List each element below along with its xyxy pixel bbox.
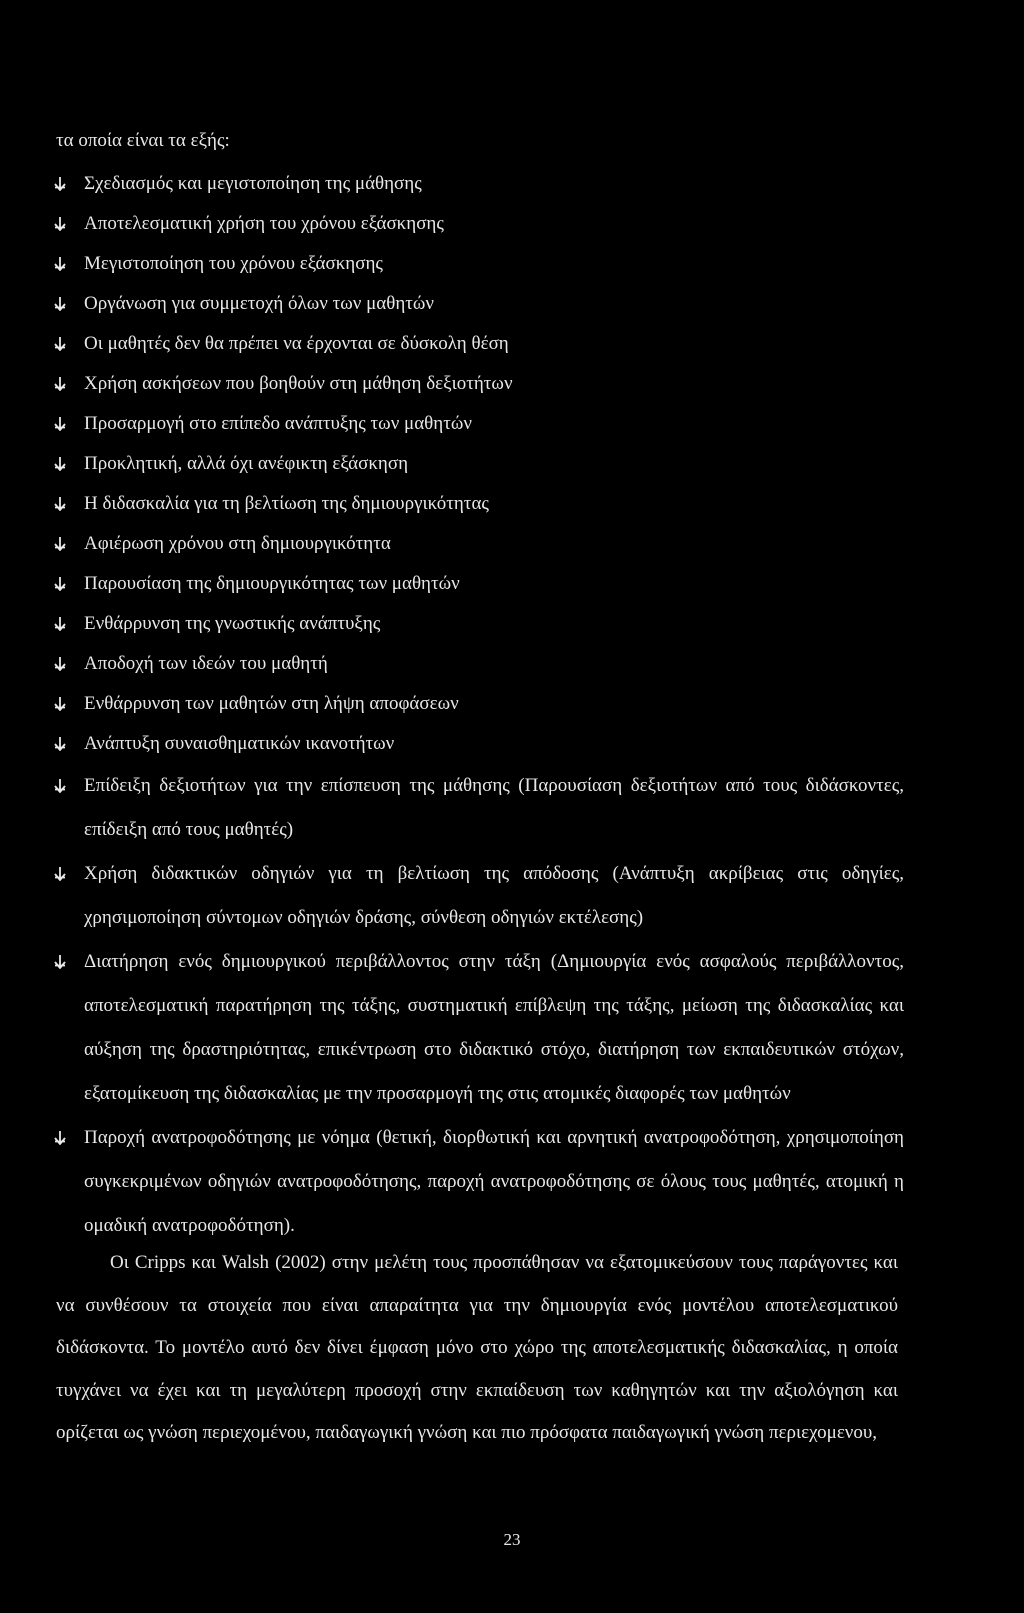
list-item (54, 564, 904, 604)
arrow-down-bullet-icon (54, 404, 68, 444)
list-item (54, 604, 904, 644)
list-item (54, 284, 904, 324)
bullet-list (54, 164, 904, 1248)
list-item-text: Αφιέρωση χρόνου στη δημιουργικότητα (84, 533, 391, 554)
list-item-text: Μεγιστοποίηση του χρόνου εξάσκησης (84, 253, 383, 274)
arrow-down-bullet-icon (54, 444, 68, 484)
list-item-text: Αποδοχή των ιδεών του μαθητή (84, 653, 328, 674)
arrow-down-bullet-icon (54, 764, 68, 808)
list-item-text: Ενθάρρυνση των μαθητών στη λήψη αποφάσεων (84, 693, 459, 714)
list-item-text: Παροχή ανατροφοδότησης με νόημα (θετική, διορθωτική και αρνητική ανατροφοδότηση, χρησιμοποίηση συγκεκριμένων οδηγιών ανατροφοδότησης, παροχή ανατροφοδότησης σε όλους τους μαθητές, ατομική η ομαδική ανατροφοδότηση). (84, 1127, 904, 1236)
list-item-text: Οργάνωση για συμμετοχή όλων των μαθητών (84, 293, 434, 314)
arrow-down-bullet-icon (54, 524, 68, 564)
intro-text: τα οποία είναι τα εξής: (56, 130, 230, 151)
list-item-text: Χρήση ασκήσεων που βοηθούν στη μάθηση δεξιοτήτων (84, 373, 513, 394)
list-item-text: Προσαρμογή στο επίπεδο ανάπτυξης των μαθητών (84, 413, 472, 434)
arrow-down-bullet-icon (54, 852, 68, 896)
list-item (54, 204, 904, 244)
arrow-down-bullet-icon (54, 644, 68, 684)
list-item (54, 724, 904, 764)
arrow-down-bullet-icon (54, 244, 68, 284)
list-item (54, 364, 904, 404)
arrow-down-bullet-icon (54, 164, 68, 204)
arrow-down-bullet-icon (54, 684, 68, 724)
list-item (54, 244, 904, 284)
arrow-down-bullet-icon (54, 604, 68, 644)
list-item-text: Διατήρηση ενός δημιουργικού περιβάλλοντος στην τάξη (Δημιουργία ενός ασφαλούς περιβάλλοντος, αποτελεσματική παρατήρηση της τάξης, συστηματική επίβλεψη της τάξης, μείωση της διδασκαλίας και αύξηση της δραστηριότητας, επικέντρωση στο διδακτικό στόχο, διατήρηση των εκπαιδευτικών στόχων, εξατομίκευση της διδασκαλίας με την προσαρμογή της στις ατομικές διαφορές των μαθητών (84, 951, 904, 1104)
arrow-down-bullet-icon (54, 204, 68, 244)
list-item (54, 404, 904, 444)
list-item-text: Χρήση διδακτικών οδηγιών για τη βελτίωση της απόδοσης (Ανάπτυξη ακρίβειας στις οδηγίες, χρησιμοποίηση σύντομων οδηγιών δράσης, σύνθεση οδηγιών εκτέλεσης) (84, 863, 904, 928)
list-item-text: Επίδειξη δεξιοτήτων για την επίσπευση της μάθησης (Παρουσίαση δεξιοτήτων από τους διδάσκοντες, επίδειξη από τους μαθητές) (84, 775, 904, 840)
list-item-text: Η διδασκαλία για τη βελτίωση της δημιουργικότητας (84, 493, 489, 514)
list-item (54, 324, 904, 364)
list-item-text: Προκλητική, αλλά όχι ανέφικτη εξάσκηση (84, 453, 409, 474)
list-item (54, 852, 904, 940)
arrow-down-bullet-icon (54, 564, 68, 604)
list-item (54, 940, 904, 1116)
list-item (54, 484, 904, 524)
list-item (54, 1116, 904, 1248)
list-item-text: Ενθάρρυνση της γνωστικής ανάπτυξης (84, 613, 381, 634)
body-paragraph: Οι Cripps και Walsh (2002) στην μελέτη τους προσπάθησαν να εξατομικεύσουν τους παράγοντες και να συνθέσουν τα στοιχεία που είναι απαραίτητα για την δημιουργία ενός μοντέλου αποτελεσματικού διδάσκοντα. Το μοντέλο αυτό δεν δίνει έμφαση μόνο στο χώρο της αποτελεσματικής διδασκαλίας, η οποία τυγχάνει να έχει και τη μεγαλύτερη προσοχή στην εκπαίδευση των καθηγητών και την αξιολόγηση και ορίζεται ως γνώση περιεχομένου, παιδαγωγική γνώση και πιο πρόσφατα παιδαγωγική γνώση περιεχομενου, (56, 1252, 898, 1443)
page-number: 23 (503, 1530, 521, 1549)
arrow-down-bullet-icon (54, 364, 68, 404)
arrow-down-bullet-icon (54, 284, 68, 324)
list-item-text: Ανάπτυξη συναισθηματικών ικανοτήτων (84, 733, 395, 754)
list-item (54, 524, 904, 564)
list-item (54, 164, 904, 204)
list-item (54, 644, 904, 684)
arrow-down-bullet-icon (54, 484, 68, 524)
arrow-down-bullet-icon (54, 940, 68, 984)
list-item-text: Οι μαθητές δεν θα πρέπει να έρχονται σε δύσκολη θέση (84, 333, 509, 354)
list-item (54, 444, 904, 484)
list-item-text: Παρουσίαση της δημιουργικότητας των μαθητών (84, 573, 460, 594)
arrow-down-bullet-icon (54, 724, 68, 764)
list-item-text: Σχεδιασμός και μεγιστοποίηση της μάθησης (84, 173, 422, 194)
list-item-text: Αποτελεσματική χρήση του χρόνου εξάσκησης (84, 213, 444, 234)
arrow-down-bullet-icon (54, 1116, 68, 1160)
arrow-down-bullet-icon (54, 324, 68, 364)
list-item (54, 684, 904, 724)
list-item (54, 764, 904, 852)
